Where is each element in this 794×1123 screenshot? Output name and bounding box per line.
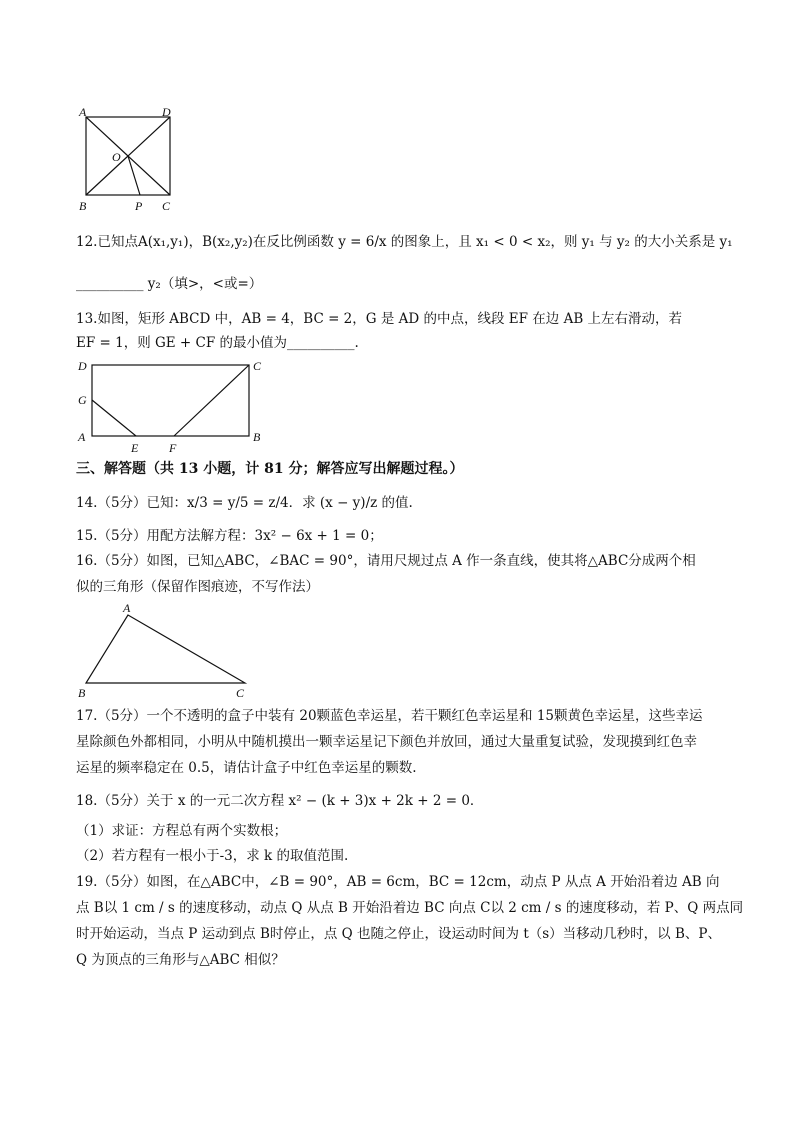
question-19-line-2: 点 B以 1 cm / s 的速度移动，动点 Q 从点 B 开始沿着边 BC 向点 C以 2 cm / s 的速度移动，若 P、Q 两点同: [76, 900, 744, 916]
question-19-line-3: 时开始运动，当点 P 运动到点 B时停止，点 Q 也随之停止，设运动时间为 t（s）当移动几秒时，以 B、P、: [76, 926, 721, 942]
label-p-square: P: [135, 199, 143, 213]
triangle-abc: [86, 615, 245, 683]
question-13-line-2: EF = 1，则 GE + CF 的最小值为__________.: [76, 335, 359, 351]
question-13-line-1: 13.如图，矩形 ABCD 中，AB = 4，BC = 2，G 是 AD 的中点，线段 EF 在边 AB 上左右滑动，若: [76, 311, 683, 327]
question-17-line-1: 17.（5分）一个不透明的盒子中装有 20颗蓝色幸运星，若干颗红色幸运星和 15颗黄色幸运星，这些幸运: [76, 708, 703, 724]
question-14: 14.（5分）已知：x/3 = y/5 = z/4．求 (x − y)/z 的值.: [76, 495, 413, 511]
label-d-square: D: [162, 105, 171, 119]
question-18: 18.（5分）关于 x 的一元二次方程 x² − (k + 3)x + 2k + 2 = 0．: [76, 793, 484, 809]
label-c-square: C: [162, 199, 171, 213]
question-19-line-1: 19.（5分）如图，在△ABC中，∠B = 90°，AB = 6cm，BC = 12cm，动点 P 从点 A 开始沿着边 AB 向: [76, 874, 720, 890]
question-18-part-2: （2）若方程有一根小于-3，求 k 的取值范围.: [76, 848, 349, 864]
question-17-line-3: 运星的频率稳定在 0.5，请估计盒子中红色幸运星的颗数.: [76, 760, 417, 776]
label-a-rect: A: [78, 430, 86, 444]
question-12-line-2: __________ y₂（填>，<或=）: [76, 276, 263, 292]
label-e-rect: E: [131, 441, 139, 455]
question-12-line-1: 12.已知点A(x₁,y₁)，B(x₂,y₂)在反比例函数 y = 6/x 的图象上，且 x₁ < 0 < x₂，则 y₁ 与 y₂ 的大小关系是 y₁: [76, 234, 733, 250]
question-15: 15.（5分）用配方法解方程：3x² − 6x + 1 = 0；: [76, 528, 383, 544]
label-o-square: O: [112, 150, 121, 164]
label-c-triangle: C: [236, 686, 245, 700]
question-16-line-2: 似的三角形（保留作图痕迹，不写作法）: [76, 579, 319, 595]
label-c-rect: C: [253, 359, 262, 373]
question-18-part-1: （1）求证：方程总有两个实数根；: [76, 823, 288, 839]
label-a-square: A: [79, 105, 87, 119]
label-g-rect: G: [78, 393, 87, 407]
question-19-line-4: Q 为顶点的三角形与△ABC 相似？: [76, 952, 285, 968]
question-16-line-1: 16.（5分）如图，已知△ABC，∠BAC = 90°，请用尺规过点 A 作一条直线，使其将△ABC分成两个相: [76, 553, 696, 569]
section-3-heading: 三、解答题（共 13 小题，计 81 分；解答应写出解题过程。）: [76, 461, 464, 477]
label-d-rect: D: [78, 359, 87, 373]
label-b-triangle: B: [78, 686, 86, 700]
label-a-triangle: A: [123, 601, 131, 615]
label-b-rect: B: [253, 430, 261, 444]
label-b-square: B: [79, 199, 87, 213]
label-f-rect: F: [169, 441, 177, 455]
question-17-line-2: 星除颜色外都相同，小明从中随机摸出一颗幸运星记下颜色并放回，通过大量重复试验，发现摸到红色幸: [76, 734, 697, 750]
